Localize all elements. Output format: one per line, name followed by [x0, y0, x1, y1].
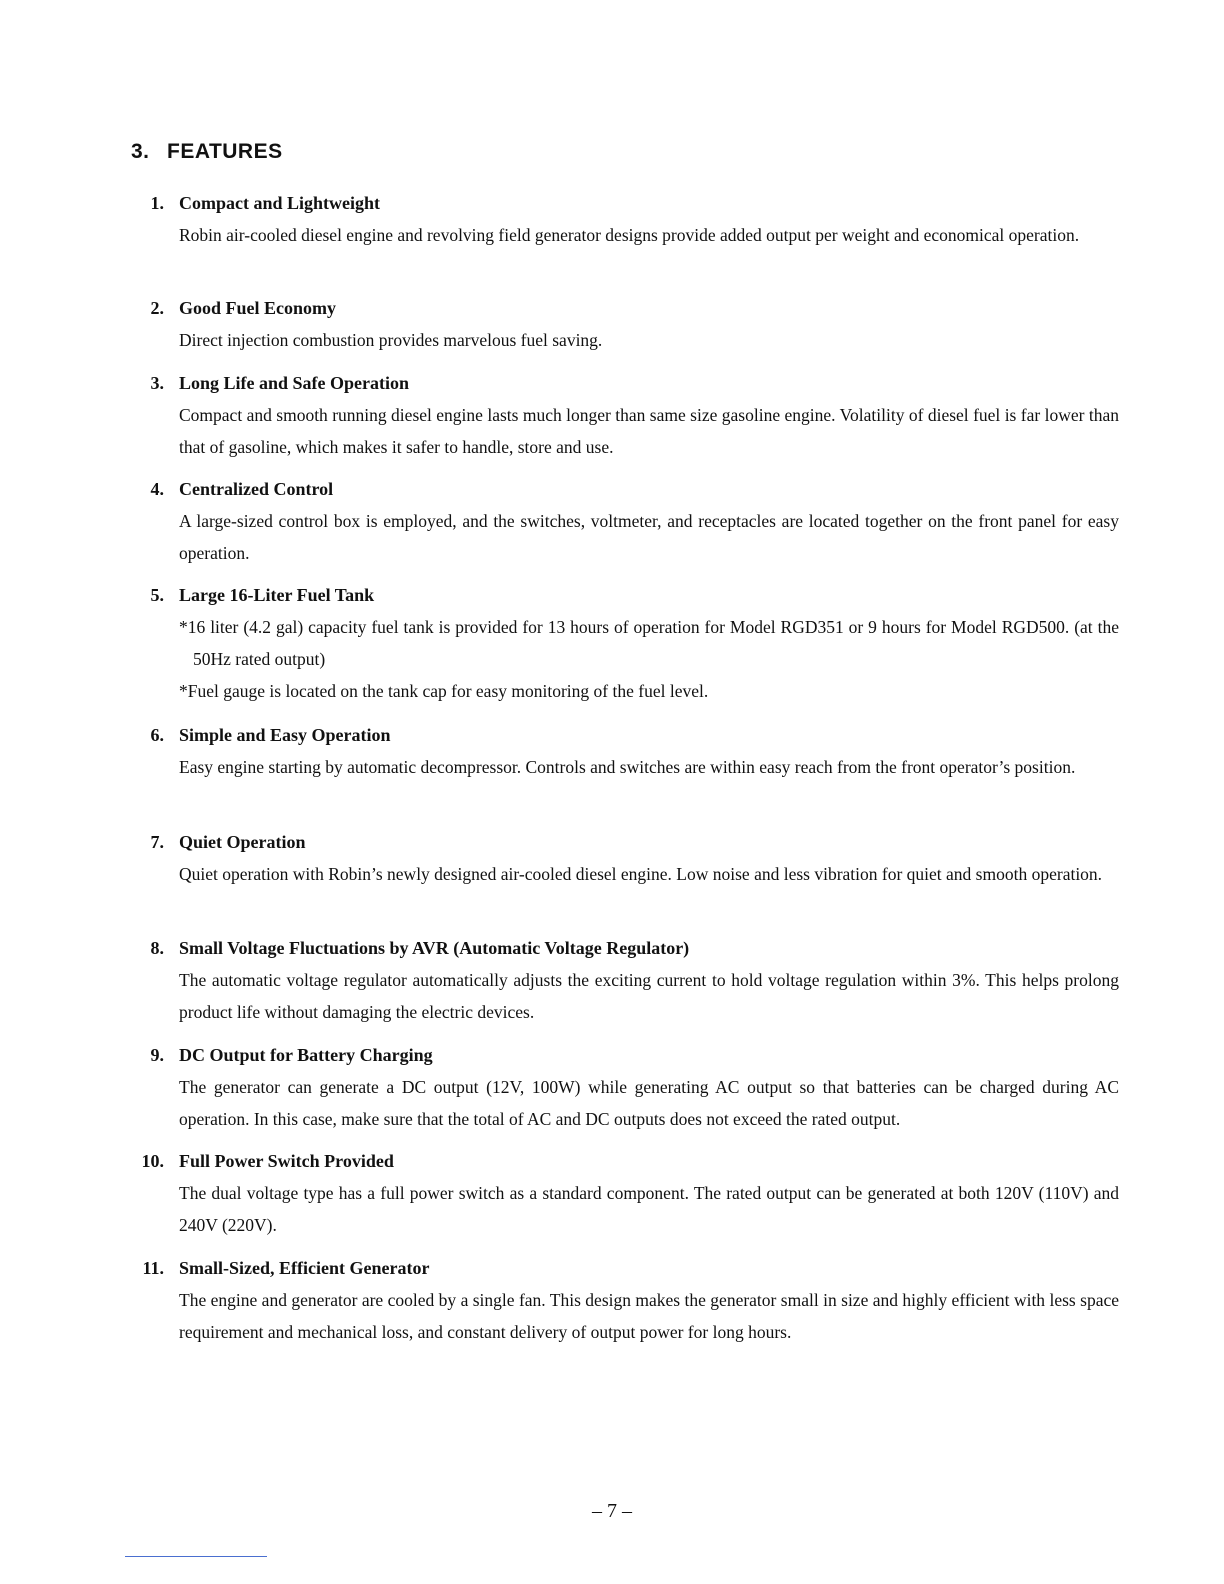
feature-number: 6.	[150, 725, 164, 745]
feature-heading: Long Life and Safe Operation	[179, 373, 410, 393]
feature-body	[179, 858, 1119, 890]
feature-heading: Full Power Switch Provided	[179, 1151, 394, 1171]
section-number: 3.	[131, 140, 150, 163]
feature-paragraph: Easy engine starting by automatic decompressor. Controls and switches are within easy reach from the front operator’s position.	[179, 757, 1076, 777]
feature-body	[179, 399, 1119, 463]
feature-number: 8.	[150, 938, 164, 958]
feature-body	[179, 964, 1119, 1028]
feature-heading: Quiet Operation	[179, 832, 306, 852]
feature-paragraph: A large-sized control box is employed, and the switches, voltmeter, and receptacles are located together on the front panel for easy operation.	[179, 511, 1119, 563]
feature-paragraph: The generator can generate a DC output (12V, 100W) while generating AC output so that batteries can be charged during AC operation. In this case, make sure that the total of AC and DC outputs does not exceed the rated output.	[179, 1077, 1119, 1129]
feature-body	[179, 324, 1119, 356]
feature-number: 2.	[150, 298, 164, 318]
section-title	[131, 140, 283, 164]
feature-body	[179, 505, 1119, 569]
feature-body	[179, 1284, 1119, 1348]
feature-heading: Small Voltage Fluctuations by AVR (Automatic Voltage Regulator)	[179, 938, 690, 958]
feature-body	[179, 751, 1119, 783]
feature-heading: DC Output for Battery Charging	[179, 1045, 433, 1065]
feature-body	[179, 611, 1119, 707]
feature-bullet: *Fuel gauge is located on the tank cap for easy monitoring of the fuel level.	[179, 681, 709, 701]
feature-paragraph: The automatic voltage regulator automatically adjusts the exciting current to hold voltage regulation within 3%. This helps prolong product life without damaging the electric devices.	[179, 970, 1119, 1022]
feature-paragraph: The dual voltage type has a full power switch as a standard component. The rated output can be generated at both 120V (110V) and 240V (220V).	[179, 1183, 1119, 1235]
feature-heading: Large 16-Liter Fuel Tank	[179, 585, 375, 605]
feature-number: 4.	[150, 479, 164, 499]
feature-heading: Small-Sized, Efficient Generator	[179, 1258, 430, 1278]
footer-rule	[125, 1556, 267, 1557]
feature-body	[179, 1071, 1119, 1135]
feature-body	[179, 219, 1119, 251]
page-number: – 7 –	[592, 1500, 632, 1522]
feature-paragraph: Quiet operation with Robin’s newly designed air-cooled diesel engine. Low noise and less vibration for quiet and smooth operation.	[179, 864, 1103, 884]
feature-paragraph: The engine and generator are cooled by a single fan. This design makes the generator small in size and highly efficient with less space requirement and mechanical loss, and constant delivery of output power for long hours.	[179, 1290, 1119, 1342]
feature-paragraph: Direct injection combustion provides marvelous fuel saving.	[179, 330, 603, 350]
feature-heading: Good Fuel Economy	[179, 298, 337, 318]
feature-heading: Simple and Easy Operation	[179, 725, 391, 745]
feature-heading: Centralized Control	[179, 479, 334, 499]
feature-number: 11.	[142, 1258, 164, 1278]
feature-number: 5.	[150, 585, 164, 605]
feature-bullet: *16 liter (4.2 gal) capacity fuel tank is provided for 13 hours of operation for Model RGD351 or 9 hours for Model RGD500. (at the 50Hz rated output)	[179, 617, 1119, 669]
section-title-text: FEATURES	[167, 140, 283, 163]
feature-number: 9.	[150, 1045, 164, 1065]
feature-number: 3.	[150, 373, 164, 393]
feature-number: 10.	[141, 1151, 164, 1171]
feature-body	[179, 1177, 1119, 1241]
feature-number: 1.	[150, 193, 164, 213]
feature-paragraph: Robin air-cooled diesel engine and revolving field generator designs provide added output per weight and economical operation.	[179, 225, 1080, 245]
feature-paragraph: Compact and smooth running diesel engine lasts much longer than same size gasoline engine. Volatility of diesel fuel is far lower than that of gasoline, which makes it safer to handle, store and use.	[179, 405, 1119, 457]
feature-heading: Compact and Lightweight	[179, 193, 381, 213]
feature-number: 7.	[150, 832, 164, 852]
